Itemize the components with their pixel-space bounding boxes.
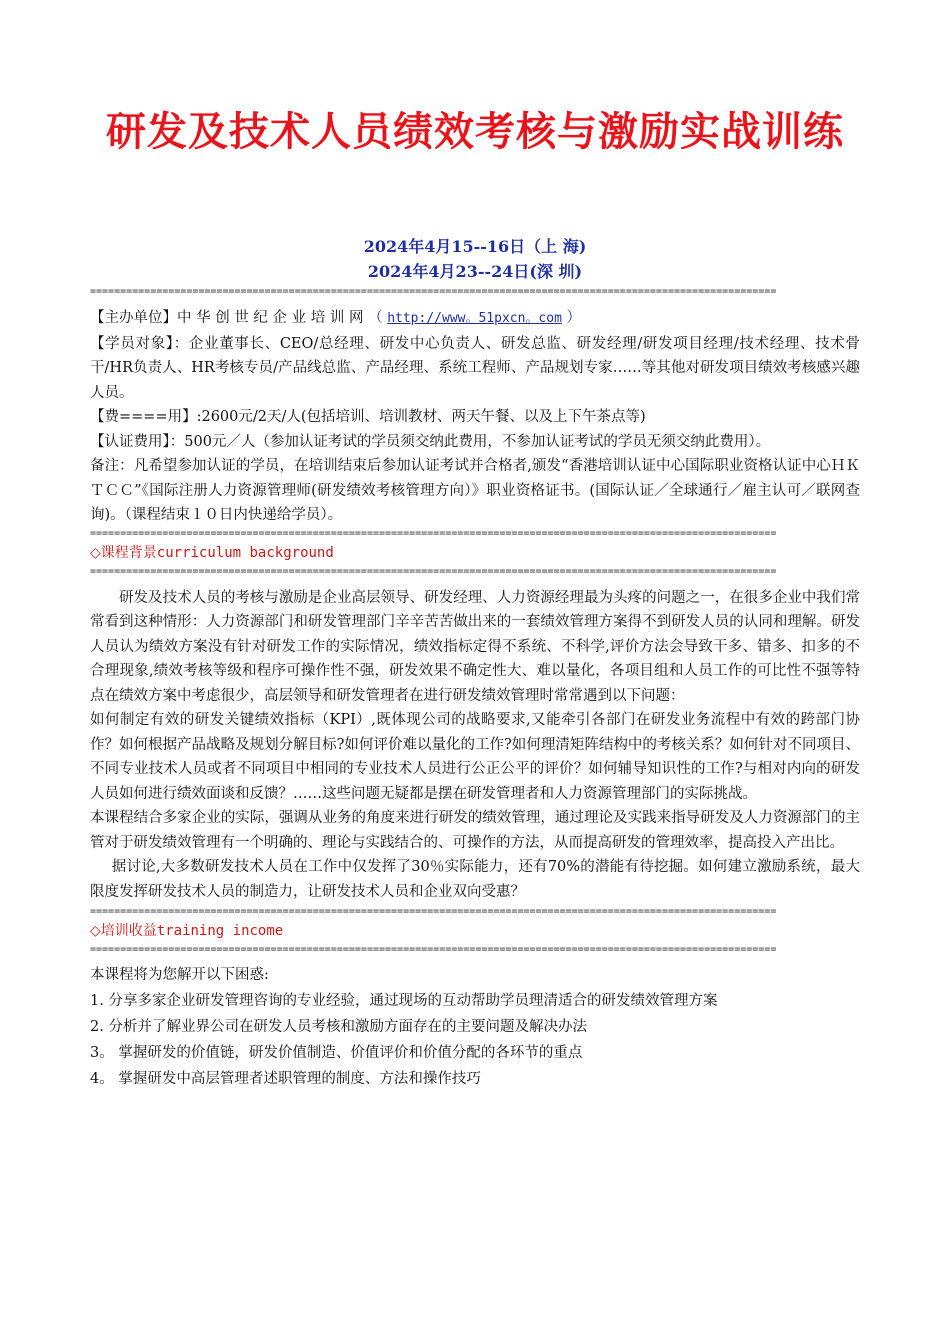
separator-line: ================================================================================================================== [90,565,777,577]
organizer-label: 【主办单位】 [90,310,177,326]
separator-line: ================================================================================================================== [90,944,777,955]
fee-paragraph: 【费====用】:2600元/2天/人(包括培训、培训教材、两天午餐、以及上下午茶点等) [90,409,646,425]
background-paragraph-4: 据讨论,大多数研发技术人员在工作中仅发挥了30％实际能力，还有70%的潜能有待挖掘。如何建立激励系统，最大限度发挥研发技术人员的制造力，让研发技术人员和企业双向受惠？ [90,859,860,900]
date-shenzhen: 2024年4月23--24日(深 圳) [367,262,583,281]
note-paragraph: 备注：凡希望参加认证的学员，在培训结束后参加认证考试并合格者,颁发“香港培训认证中心国际职业资格认证中心ＨＫＴＣＣ”《国际注册人力资源管理师(研发绩效考核管理方向）》职业资格证书。(国际认证／全球通行／雇主认可／联网查询)。（课程结束１０日内快递给学员）。 [90,458,860,523]
section-heading-income [90,920,860,942]
list-item: 4。 掌握研发中高层管理者述职管理的制度、方法和操作技巧 [90,1071,481,1087]
income-list [90,962,860,1092]
separator-line: ================================================================================================================== [90,527,777,539]
separator-line: ================================================================================================================== [90,906,777,917]
section-heading-en: curriculum background [156,544,334,561]
separator-line: ================================================================================================================== [90,286,777,297]
cert-fee-paragraph: 【认证费用】：500元／人（参加认证考试的学员须交纳此费用，不参加认证考试的学员无须交纳此费用）。 [90,433,771,450]
course-dates [0,234,950,284]
section-heading-cn: ◇培训收益 [90,923,157,939]
list-item: 3。 掌握研发的价值链，研发价值制造、价值评价和价值分配的各环节的重点 [90,1045,583,1061]
organizer-url-wrap: （ http://www。51pxcn。com ） [368,310,582,326]
page-title: 研发及技术人员绩效考核与激励实战训练 [106,109,844,155]
document-body [90,286,860,1092]
background-paragraph-2: 如何制定有效的研发关键绩效指标（KPI）,既体现公司的战略要求,又能牵引各部门在研发业务流程中有效的跨部门协作？如何根据产品战略及规划分解目标?如何评价难以量化的工作?如何理清矩阵结构中的考核关系？如何针对不同项目、不同专业技术人员或者不同项目中相同的专业技术人员进行公正公平的评价？如何辅导知识性的工作?与相对内向的研发人员如何进行绩效面谈和反馈？……这些问题无疑都是摆在研发管理者和人力资源管理部门的实际挑战。 [90,712,860,802]
audience-paragraph: 【学员对象】：企业董事长、CEO/总经理、研发中心负责人、研发总监、研发经理/研发项目经理/技术经理、技术骨干/HR负责人、HR考核专员/产品线总监、产品经理、系统工程师、产品规划专家……等其他对研发项目绩效考核感兴趣人员。 [90,335,860,401]
date-shanghai: 2024年4月15--16日（上 海) [363,237,587,256]
list-item: 1. 分享多家企业研发管理咨询的专业经验，通过现场的互动帮助学员理清适合的研发绩效管理方案 [90,993,718,1009]
background-paragraph-3: 本课程结合多家企业的实际，强调从业务的角度来进行研发的绩效管理，通过理论及实践来指导研发及人力资源部门的主管对于研发绩效管理有一个明确的、理论与实践结合的、可操作的方法，从而提高研发的管理效率，提高投入产出比。 [90,810,860,851]
section-heading-cn: ◇课程背景 [90,544,157,561]
section-heading-en: training income [156,923,284,939]
organizer-value: 中 华 创 世 纪 企 业 培 训 网 [177,310,369,326]
list-item: 2. 分析并了解业界公司在研发人员考核和激励方面存在的主要问题及解决办法 [90,1019,587,1035]
section-heading-background [90,542,860,564]
organizer-line [90,306,860,332]
background-paragraph-1: 研发及技术人员的考核与激励是企业高层领导、研发经理、人力资源经理最为头疼的问题之一，在很多企业中我们常常看到这种情形：人力资源部门和研发管理部门辛辛苦苦做出来的一套绩效管理方案得不到研发人员的认同和理解。研发人员认为绩效方案没有针对研发工作的实际情况，绩效指标定得不系统、不科学,评价方法会导致干多、错多、扣多的不合理现象,绩效考核等级和程序可操作性不强，研发效果不确定性大、难以量化，各项目组和人员工作的可比性不强等特点在绩效方案中考虑很少，高层领导和研发管理者在进行研发绩效管理时常常遇到以下问题： [90,589,860,704]
organizer-url-link[interactable]: http://www。51pxcn。com [387,311,562,326]
income-intro: 本课程将为您解开以下困惑: [90,967,269,983]
